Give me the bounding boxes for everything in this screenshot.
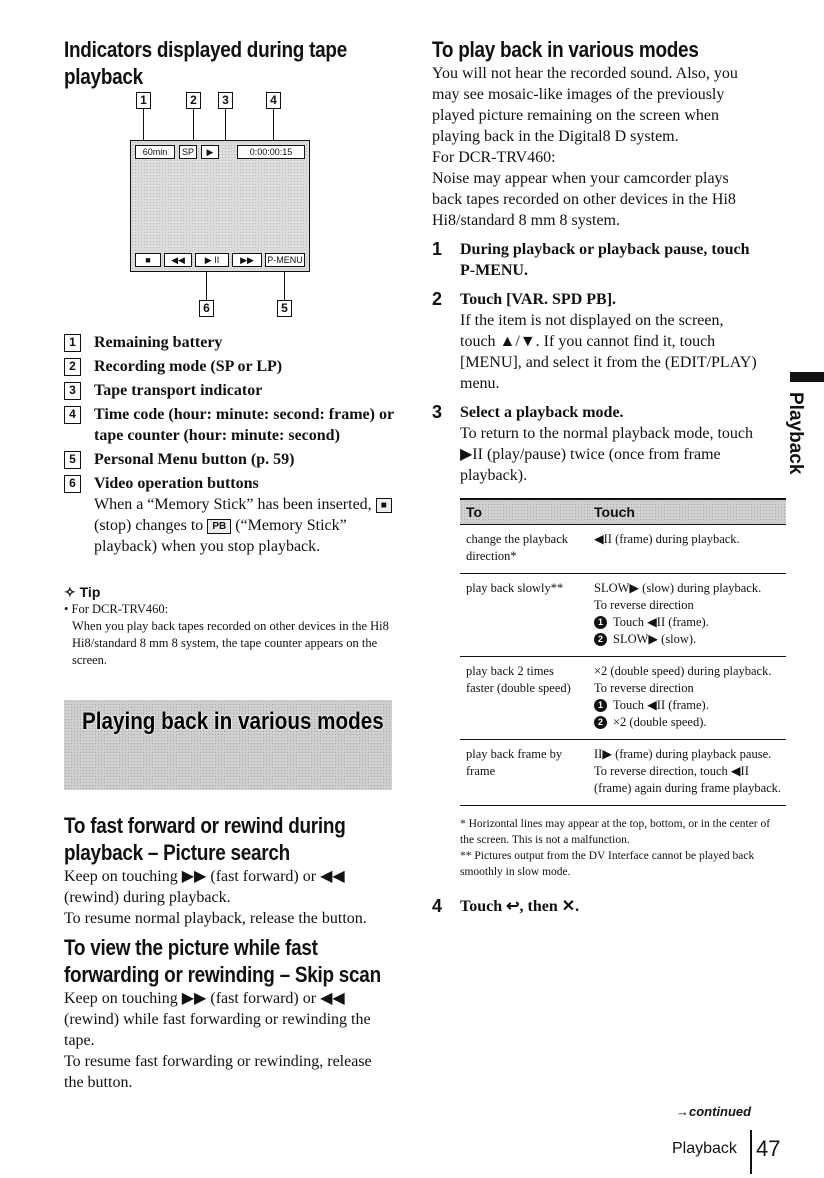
callout-2: 2 [186,92,201,109]
playback-mode-table [460,498,786,806]
stop-icon: ■ [376,498,392,513]
title-line-2: playback [64,64,143,89]
callout-5: 5 [277,300,292,317]
lcd-screen [130,140,310,272]
pb-icon: PB [207,519,231,534]
footer-divider [750,1130,752,1174]
side-tab-marker [790,372,824,382]
section-banner: Playing back in various modes [64,700,392,790]
battery-indicator: 60min [135,145,175,159]
table-row: change the playback direction* ◀II (frame) during playback. [460,525,786,574]
col-header-touch: Touch [588,499,786,525]
transport-indicator: ▶ [201,145,219,159]
table-row: play back frame by frame II▶ (frame) during playback pause. To reverse direction, touch ◀II (frame) again during frame playback. [460,740,786,806]
continued-label: →continued [676,1104,752,1119]
step-4: 4 Touch ↩, then ✕. [432,896,580,916]
callout-1: 1 [136,92,151,109]
video-ops-description: When a “Memory Stick” has been inserted, ■ (stop) changes to PB (“Memory Stick” playback) when you stop playback. [94,494,394,557]
fast-forward-button[interactable]: ▶▶ [232,253,262,267]
circle-2-icon: 2 [594,633,607,646]
list-item: 1 Remaining battery [64,332,394,353]
rec-mode-indicator: SP [179,145,197,159]
list-item: 4 Time code (hour: minute: second: frame) or tape counter (hour: minute: second) [64,404,394,446]
footer-section: Playback [672,1140,737,1157]
circle-1-icon: 1 [594,699,607,712]
list-item: 3 Tape transport indicator [64,380,394,401]
footnotes: * Horizontal lines may appear at the top, bottom, or in the center of the screen. This is not a malfunction. ** Pictures output from the DV Interface cannot be played back smoothly in slow mode. [460,818,771,878]
callout-4: 4 [266,92,281,109]
play-pause-button[interactable]: ▶ II [195,253,229,267]
list-item: 6 Video operation buttons When a “Memory Stick” has been inserted, ■ (stop) changes to PB (“Memory Stick” playback) when you stop playback. [64,473,394,557]
p-menu-button[interactable]: P-MENU [265,253,305,267]
callout-6: 6 [199,300,214,317]
skip-scan-section: To view the picture while fast forwarding or rewinding – Skip scan Keep on touching ▶▶ (fast forward) or ◀◀ (rewind) while fast forwarding or rewinding the tape. To resume fast forwarding or rewinding, release the button. [64,935,381,1091]
step-3: 3 Select a playback mode. To return to the normal playback mode, touch ▶II (play/pause) twice (once from frame playback). [432,402,754,484]
playback-screen-diagram [126,92,316,322]
circle-2-icon: 2 [594,716,607,729]
various-modes-section: To play back in various modes You will not hear the recorded sound. Also, you may see mosaic-like images of the previously played picture remaining on the screen when playing back in the Digital8 D system. For DCR-TRV460: Noise may appear when your camcorder plays back tapes recorded on other devices in the Hi8 Hi8/standard 8 mm 8 system. 1 During playback or playback pause, touch P-MENU. 2 Touch [VAR. SPD PB]. If the item is not displayed on the screen, touch ▲/▼. If you cannot find it, touch [MENU], and select it from the (EDIT/PLAY) menu. 3 Select a playback mode. To return to the normal playback mode, touch ▶II (play/pause) twice (once from frame playback). To Touch change the playback direction* ◀II (frame) during playback. play back slowly** SLOW▶ (slow) during playback. To reverse direction 1 Touch ◀II (frame). 2 SLOW▶ (slow). play back 2 times faster (double speed) ×2 (double speed) during playback. To reverse direction 1 Touch ◀II (frame). 2 ×2 (double speed). play back frame by frame II▶ (frame) during playback pause. To reverse direction, touch ◀II (frame) again during frame playback. * Horizontal lines may appear at the top, bottom, or in the center of the screen. This is not a malfunction. ** Pictures output from the DV Interface cannot be played back smoothly in slow mode. 4 Touch ↩, then ✕. [432,36,762,917]
table-row: play back slowly** SLOW▶ (slow) during playback. To reverse direction 1 Touch ◀II (frame). 2 SLOW▶ (slow). [460,574,786,657]
step-2: 2 Touch [VAR. SPD PB]. If the item is not displayed on the screen, touch ▲/▼. If you cannot find it, touch [MENU], and select it from the (EDIT/PLAY) menu. [432,289,757,392]
section-title: To play back in various modes [432,37,699,62]
page-number: 47 [756,1136,781,1161]
tip-line-2: When you play back tapes recorded on other devices in the Hi8 Hi8/standard 8 mm 8 system, the tape counter appears on the screen. [72,619,389,667]
indicators-title [64,36,393,90]
tip-line-1: • For DCR-TRV460: [64,602,169,616]
title-line-1: Indicators displayed during tape [64,37,347,62]
step-1: 1 During playback or playback pause, touch P-MENU. [432,239,750,279]
picture-search-section: To fast forward or rewind during playback – Picture search Keep on touching ▶▶ (fast forward) or ◀◀ (rewind) during playback. To resume normal playback, release the button. [64,813,367,927]
table-row: play back 2 times faster (double speed) ×2 (double speed) during playback. To reverse direction 1 Touch ◀II (frame). 2 ×2 (double speed). [460,657,786,740]
rewind-button[interactable]: ◀◀ [164,253,192,267]
tip-box [64,584,394,669]
timecode-indicator: 0:00:00:15 [237,145,305,159]
lightbulb-icon: ✧ [64,584,76,600]
tip-heading: Tip [79,584,101,600]
callout-3: 3 [218,92,233,109]
list-item: 2 Recording mode (SP or LP) [64,356,394,377]
stop-button[interactable]: ■ [135,253,161,267]
circle-1-icon: 1 [594,616,607,629]
col-header-to: To [460,499,588,525]
list-item: 5 Personal Menu button (p. 59) [64,449,394,470]
side-tab: Playback [785,392,806,475]
indicator-list [64,332,394,560]
